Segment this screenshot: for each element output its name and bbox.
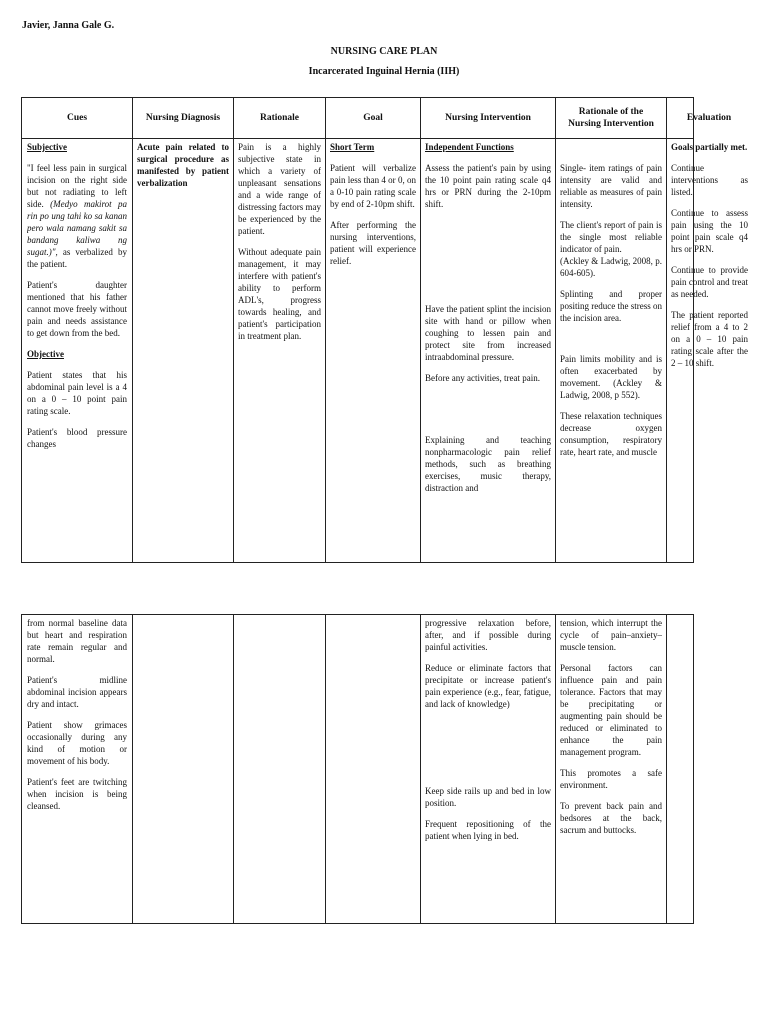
intervention-6: Reduce or eliminate factors that precipitate or increase patient's pain experience (e.g., fear, fatigue, and lack of knowledge) (425, 663, 551, 709)
author-name: Javier, Janna Gale G. (22, 20, 115, 31)
intervention-5: progressive relaxation before, after, and if possible during painful activities. (425, 618, 551, 652)
document-title: NURSING CARE PLAN (330, 46, 438, 57)
col-header-goal: Goal (363, 113, 383, 123)
int-rationale-8: This promotes a safe environment. (560, 768, 662, 790)
cue-baseline: from normal baseline data but heart and respiration rate remain regular and normal. (27, 618, 127, 664)
evaluation-4: The patient reported relief from a 4 to 2 on a 0 – 10 pain rating scale after the 2 – 10 shift. (671, 310, 748, 368)
int-rationale-5: These relaxation techniques decrease oxygen consumption, respiratory rate, heart rate, and muscle (560, 411, 662, 457)
col-header-evaluation: Evaluation (686, 113, 732, 123)
cue-incision: Patient's midline abdominal incision appears dry and intact. (27, 675, 127, 709)
int-rationale-2-cite: (Ackley & Ladwig, 2008, p. 604-605). (560, 256, 662, 278)
int-rationale-cell-cont (560, 617, 662, 845)
col-header-cues: Cues (66, 113, 88, 123)
evaluation-status: Goals partially met. (671, 142, 748, 152)
intervention-3: Before any activities, treat pain. (425, 373, 540, 383)
objective-label: Objective (27, 349, 64, 359)
pain-level-cue: Patient states that his abdominal pain level is a 4 on a 0 – 10 point pain rating scale. (27, 370, 127, 416)
evaluation-cell (671, 141, 748, 378)
evaluation-2: Continue to assess pain using the 10 point pain scale q4 hrs or PRN. (671, 208, 748, 254)
intervention-7: Keep side rails up and bed in low position. (425, 786, 551, 808)
cue-twitching: Patient's feet are twitching when incision is being cleansed. (27, 777, 127, 811)
goal-cell (330, 141, 416, 276)
cues-cell-cont (27, 617, 127, 821)
int-rationale-7: Personal factors can influence pain and pain tolerance. Factors that may be precipitating or augmenting pain should be reduced or eliminated to enhance the pain management program. (560, 663, 662, 757)
int-rationale-cell (560, 141, 662, 561)
evaluation-3: Continue to provide pain control and treat as needed. (671, 265, 748, 299)
patient-quote: "I feel less pain in surgical incision on the right side but not radiating to left side. (Medyo makirot pa rin po ung tahi ko sa kanan pero wala namang sakit sa bandang kaliwa ng sugat.)", as verbalized by the patient. (27, 163, 127, 269)
goal-p2: After performing the nursing interventions, patient will experience relief. (330, 220, 416, 266)
int-rationale-3: Splinting and proper positing reduce the stress on the incision area. (560, 289, 662, 323)
cue-grimaces: Patient show grimaces occasionally during any kind of motion or movement of his body. (27, 720, 127, 766)
rationale-p1: Pain is a highly subjective state in which a variety of unpleasant sensations and a wide range of distressing factors may be experienced by the patient. (238, 142, 321, 236)
document-subtitle: Incarcerated Inguinal Hernia (IIH) (308, 66, 460, 77)
int-rationale-4: Pain limits mobility and is often exacerbated by movement. (Ackley & Ladwig, 2008, p 552). (560, 354, 662, 400)
col-header-rationale: Rationale (259, 113, 300, 123)
interventions-cell (425, 141, 551, 561)
int-rationale-1: Single- item ratings of pain intensity are valid and reliable as measures of pain intensity. (560, 163, 662, 209)
short-term-label: Short Term (330, 142, 375, 152)
cues-cell (27, 141, 127, 561)
bp-cue: Patient's blood pressure changes (27, 427, 127, 449)
intervention-1: Assess the patient's pain by using the 10 point pain rating scale q4 hrs or PRN during the 2-10pm shift. (425, 163, 551, 209)
int-rationale-2: The client's report of pain is the single most reliable indicator of pain. (560, 220, 662, 254)
intervention-8: Frequent repositioning of the patient when lying in bed. (425, 819, 551, 841)
intervention-2: Have the patient splint the incision site with hand or pillow when coughing to lessen pain and protect site from increased intraabdominal pressure. (425, 304, 551, 362)
rationale-cell (238, 141, 321, 351)
col-header-int-rationale: Rationale of the Nursing Intervention (568, 107, 654, 129)
intervention-4: Explaining and teaching nonpharmacologic pain relief methods, such as breathing exercises, music therapy, distraction and (425, 435, 551, 493)
evaluation-1: Continue interventions as listed. (671, 163, 748, 197)
rationale-p2: Without adequate pain management, it may interfere with patient's ability to perform ADL's, progress towards healing, and patient's participation in treatment plan. (238, 247, 321, 341)
int-rationale-6: tension, which interrupt the cycle of pain–anxiety–muscle tension. (560, 618, 662, 652)
nursing-diagnosis: Acute pain related to surgical procedure as manifested by patient verbalization (137, 142, 229, 188)
independent-label: Independent Functions (425, 142, 514, 152)
goal-p1: Patient will verbalize pain less than 4 or 0, on a 0-10 pain rating scale by end of 2-10pm shift. (330, 163, 416, 209)
daughter-report: Patient's daughter mentioned that his father cannot move freely without pain and needs assistance to get down from the bed. (27, 280, 127, 338)
col-header-intervention: Nursing Intervention (445, 113, 531, 123)
int-rationale-9: To prevent back pain and bedsores at the back, sacrum and buttocks. (560, 801, 662, 835)
subjective-label: Subjective (27, 142, 67, 152)
interventions-cell-cont (425, 617, 551, 851)
care-plan-table-page1 (21, 97, 748, 563)
col-header-diagnosis: Nursing Diagnosis (145, 113, 221, 123)
care-plan-table-page2 (21, 614, 694, 924)
